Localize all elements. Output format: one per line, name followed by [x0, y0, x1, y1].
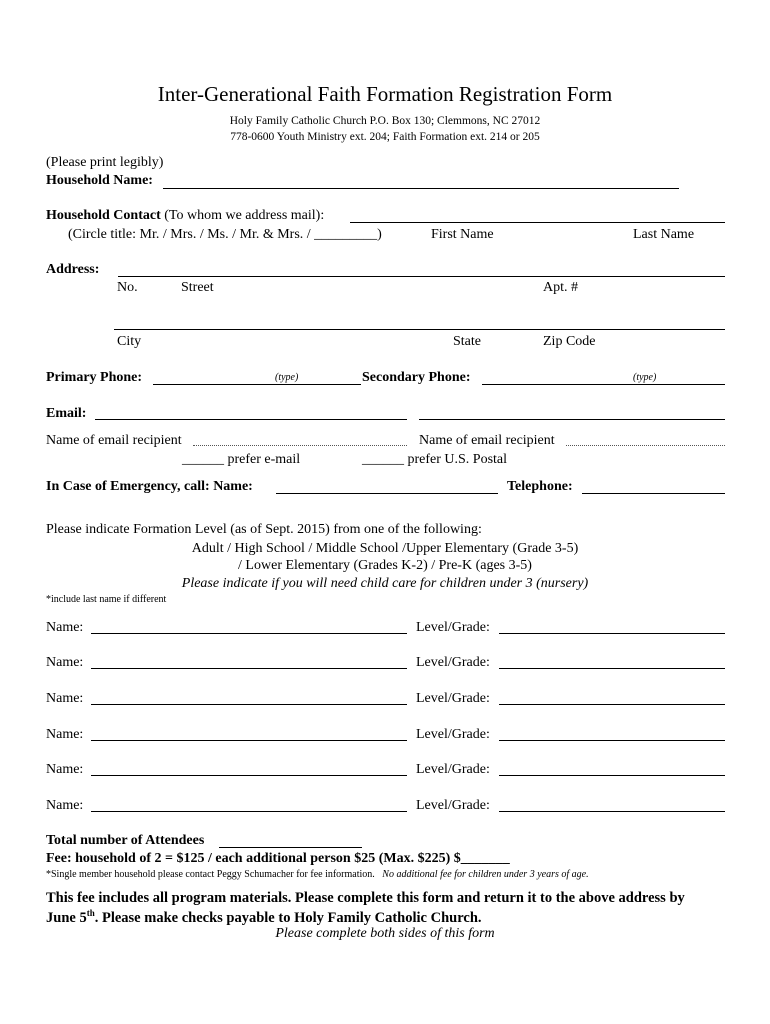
fee-includes-line-1: This fee includes all program materials. Please complete this form and return it to the above address by	[46, 890, 685, 906]
attendee-name-field[interactable]	[91, 704, 407, 705]
attendee-level-field[interactable]	[499, 668, 725, 669]
email-recipient-label-1: Name of email recipient	[46, 433, 182, 448]
circle-title-note: (Circle title: Mr. / Mrs. / Ms. / Mr. & Mrs. / _________)	[68, 227, 382, 242]
primary-phone-label: Primary Phone:	[46, 370, 143, 385]
attendee-level-label: Level/Grade:	[416, 620, 490, 635]
email-recipient-field-1[interactable]	[193, 445, 407, 446]
fee-includes-line-2	[46, 908, 482, 927]
formation-levels-1: Adult / High School / Middle School /Upper Elementary (Grade 3-5)	[191, 541, 579, 556]
attendee-level-field[interactable]	[499, 811, 725, 812]
attendee-name-field[interactable]	[91, 633, 407, 634]
attendee-level-label: Level/Grade:	[416, 655, 490, 670]
attendee-name-field[interactable]	[91, 740, 407, 741]
address-state-label: State	[453, 334, 481, 349]
address-street-label: Street	[181, 280, 214, 295]
attendee-level-field[interactable]	[499, 740, 725, 741]
email-label: Email:	[46, 406, 87, 421]
attendee-name-field[interactable]	[91, 668, 407, 669]
primary-phone-type: (type)	[275, 372, 299, 383]
secondary-phone-label: Secondary Phone:	[362, 370, 471, 385]
email-field-1[interactable]	[95, 419, 407, 420]
attendee-level-label: Level/Grade:	[416, 727, 490, 742]
page-title: Inter-Generational Faith Formation Registration Form	[157, 82, 613, 106]
last-name-label: Last Name	[633, 227, 695, 242]
email-field-2[interactable]	[419, 419, 725, 420]
childcare-note: Please indicate if you will need child care for children under 3 (nursery)	[181, 576, 589, 591]
email-recipient-field-2[interactable]	[566, 445, 725, 446]
due-date-suffix: th	[86, 908, 95, 918]
attendee-level-label: Level/Grade:	[416, 798, 490, 813]
emergency-name-label: In Case of Emergency, call: Name:	[46, 479, 253, 494]
no-fee-note: No additional fee for children under 3 years of age.	[382, 869, 589, 880]
attendee-level-field[interactable]	[499, 633, 725, 634]
emergency-name-field[interactable]	[276, 493, 498, 494]
attendee-level-label: Level/Grade:	[416, 691, 490, 706]
total-attendees-label: Total number of Attendees	[46, 833, 205, 848]
attendee-name-field[interactable]	[91, 775, 407, 776]
attendee-name-label: Name:	[46, 762, 84, 777]
attendee-level-field[interactable]	[499, 704, 725, 705]
household-contact-label: Household Contact	[46, 208, 161, 223]
household-name-field[interactable]	[163, 188, 679, 189]
emergency-telephone-label: Telephone:	[507, 479, 573, 494]
attendee-name-field[interactable]	[91, 811, 407, 812]
formation-intro: Please indicate Formation Level (as of Sept. 2015) from one of the following:	[46, 522, 482, 537]
household-name-label: Household Name:	[46, 173, 153, 188]
last-name-note: *include last name if different	[46, 594, 167, 605]
church-address: Holy Family Catholic Church P.O. Box 130; Clemmons, NC 27012	[229, 115, 541, 127]
both-sides-note: Please complete both sides of this form	[275, 926, 495, 941]
due-date-prefix: June 5	[46, 909, 87, 926]
checks-payable-note: . Please make checks payable to Holy Family Catholic Church.	[94, 909, 482, 926]
attendee-level-field[interactable]	[499, 775, 725, 776]
household-contact-field[interactable]	[350, 222, 725, 223]
secondary-phone-type: (type)	[633, 372, 657, 383]
attendee-name-label: Name:	[46, 691, 84, 706]
address-label: Address:	[46, 262, 100, 277]
attendee-name-label: Name:	[46, 727, 84, 742]
prefer-email-option[interactable]: ______ prefer e-mail	[182, 452, 301, 467]
single-member-note	[46, 869, 589, 881]
church-phone: 778-0600 Youth Ministry ext. 204; Faith Formation ext. 214 or 205	[230, 131, 540, 143]
attendee-name-label: Name:	[46, 798, 84, 813]
primary-phone-field[interactable]	[153, 384, 361, 385]
formation-levels-2: / Lower Elementary (Grades K-2) / Pre-K (ages 3-5)	[238, 558, 532, 573]
household-contact-note: (To whom we address mail):	[164, 208, 325, 223]
emergency-telephone-field[interactable]	[582, 493, 725, 494]
street-address-field[interactable]	[118, 276, 725, 277]
prefer-postal-option[interactable]: ______ prefer U.S. Postal	[362, 452, 508, 467]
single-member-text: *Single member household please contact Peggy Schumacher for fee information.	[46, 869, 375, 880]
address-zip-label: Zip Code	[543, 334, 596, 349]
city-state-zip-field[interactable]	[114, 329, 725, 330]
attendee-level-label: Level/Grade:	[416, 762, 490, 777]
household-contact-row	[46, 208, 324, 224]
address-no-label: No.	[117, 280, 138, 295]
address-apt-label: Apt. #	[543, 280, 578, 295]
print-note: (Please print legibly)	[46, 155, 164, 170]
attendee-name-label: Name:	[46, 655, 84, 670]
email-recipient-label-2: Name of email recipient	[419, 433, 555, 448]
first-name-label: First Name	[431, 227, 494, 242]
address-city-label: City	[117, 334, 142, 349]
attendee-name-label: Name:	[46, 620, 84, 635]
total-attendees-field[interactable]	[219, 847, 362, 848]
fee-line: Fee: household of 2 = $125 / each additional person $25 (Max. $225) $_______	[46, 851, 510, 866]
secondary-phone-field[interactable]	[482, 384, 725, 385]
